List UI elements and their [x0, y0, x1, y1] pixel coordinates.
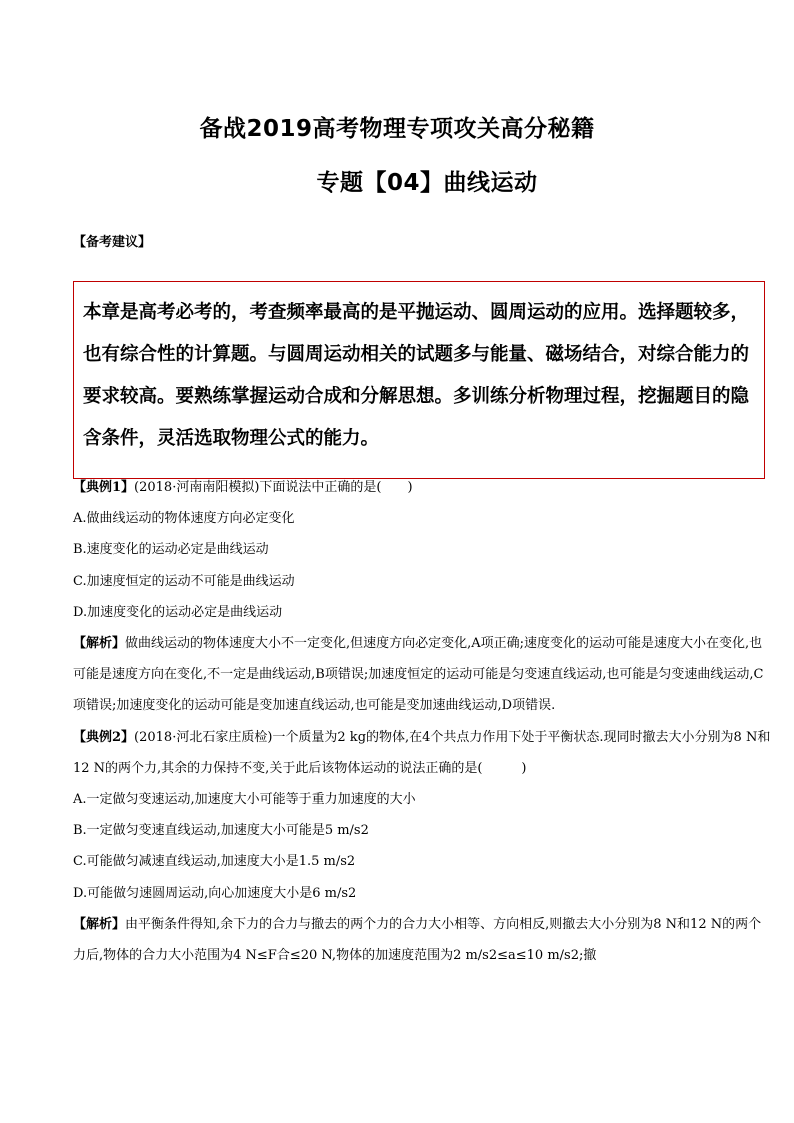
content: [73, 472, 773, 971]
example1-option-d: D.加速度变化的运动必定是曲线运动: [73, 604, 283, 620]
example1-option-a: A.做曲线运动的物体速度方向必定变化: [73, 511, 295, 527]
main-title: 备战2019高考物理专项攻关高分秘籍: [199, 116, 595, 142]
example2-option-c: C.可能做匀减速直线运动,加速度大小是1.5 m/s2: [73, 854, 356, 870]
sub-title: 专题【04】曲线运动: [316, 170, 538, 196]
example2-option-a: A.一定做匀变速运动,加速度大小可能等于重力加速度的大小: [73, 792, 416, 808]
example1-question-line: [73, 472, 773, 503]
example2-question: (2018·河北石家庄质检)一个质量为2 kg的物体,在4个共点力作用下处于平衡状态.现同时撤去大小分别为8 N和12 N的两个力,其余的力保持不变,关于此后该物体运动的说法正确的是( ): [73, 729, 771, 776]
example2-analysis-label: 【解析】: [73, 916, 126, 932]
example2-question-line: [73, 722, 773, 784]
example2-option-d: D.可能做匀速圆周运动,向心加速度大小是6 m/s2: [73, 885, 357, 901]
advice-text: 本章是高考必考的，考查频率最高的是平抛运动、圆周运动的应用。选择题较多，也有综合性的计算题。与圆周运动相关的试题多与能量、磁场结合，对综合能力的要求较高。要熟练掌握运动合成和分解思想。多训练分析物理过程，挖掘题目的隐含条件，灵活选取物理公式的能力。: [83, 302, 750, 449]
example2-analysis: [73, 909, 773, 971]
advice-label: 【备考建议】: [73, 235, 152, 250]
advice-box: [73, 281, 765, 479]
example2-option-b: B.一定做匀变速直线运动,加速度大小可能是5 m/s2: [73, 823, 369, 839]
example1-analysis: [73, 628, 773, 722]
example2-analysis-text: 由平衡条件得知,余下力的合力与撤去的两个力的合力大小相等、方向相反,则撤去大小分别为8 N和12 N的两个力后,物体的合力大小范围为4 N≤F合≤20 N,物体的加速度范围为2 m/s2≤a≤10 m/s2;撤: [73, 916, 762, 964]
example1-option-b: B.速度变化的运动必定是曲线运动: [73, 542, 269, 558]
example1-question: (2018·河南南阳模拟)下面说法中正确的是( ): [134, 480, 413, 495]
example1-analysis-text: 做曲线运动的物体速度大小不一定变化,但速度方向必定变化,A项正确;速度变化的运动可能是速度大小在变化,也可能是速度方向在变化,不一定是曲线运动,B项错误;加速度恒定的运动可能是匀变速直线运动,也可能是匀变速曲线运动,C项错误;加速度变化的运动可能是变加速直线运动,也可能是变加速曲线运动,D项错误.: [73, 636, 764, 714]
example1-label: 【典例1】: [73, 480, 135, 495]
example1-option-c: C.加速度恒定的运动不可能是曲线运动: [73, 573, 295, 589]
example1-analysis-label: 【解析】: [73, 636, 126, 652]
example2-label: 【典例2】: [73, 729, 135, 745]
